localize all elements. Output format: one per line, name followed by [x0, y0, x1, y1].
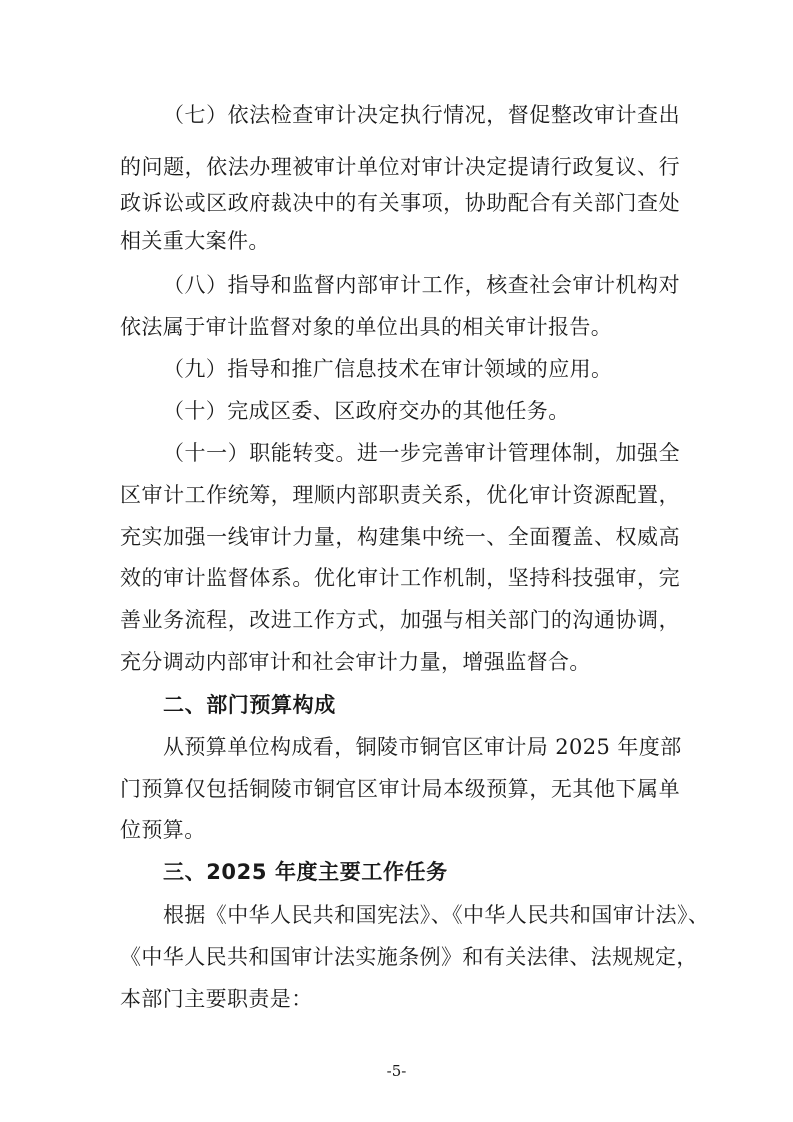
section-2-line-1: 从预算单位构成看，铜陵市铜官区审计局 2025 年度部 [163, 735, 682, 759]
paragraph-7-line-4: 相关重大案件。 [120, 229, 270, 253]
paragraph-8-line-2: 依法属于审计监督对象的单位出具的相关审计报告。 [120, 315, 613, 339]
page-number: -5- [386, 1062, 407, 1080]
paragraph-7-line-1: （七）依法检查审计决定执行情况，督促整改审计查出 [163, 103, 680, 127]
section-3-line-3: 本部门主要职责是： [120, 987, 313, 1011]
section-3-line-2: 《中华人民共和国审计法实施条例》和有关法律、法规规定， [120, 945, 698, 969]
section-2-heading: 二、部门预算构成 [163, 693, 336, 717]
paragraph-11-line-6: 充分调动内部审计和社会审计力量，增强监督合。 [120, 650, 591, 674]
section-3-heading: 三、2025 年度主要工作任务 [163, 860, 448, 884]
paragraph-7-line-2: 的问题，依法办理被审计单位对审计决定提请行政复议、行 [120, 155, 680, 179]
section-3-line-1: 根据《中华人民共和国宪法》、《中华人民共和国审计法》、 [163, 903, 710, 927]
paragraph-11-line-1: （十一）职能转变。进一步完善审计管理体制，加强全 [163, 441, 680, 465]
paragraph-11-line-5: 善业务流程，改进工作方式，加强与相关部门的沟通协调， [120, 608, 680, 632]
paragraph-10-line-1: （十）完成区委、区政府交办的其他任务。 [163, 399, 570, 423]
section-2-line-2: 门预算仅包括铜陵市铜官区审计局本级预算，无其他下属单 [120, 777, 680, 801]
paragraph-7-line-3: 政诉讼或区政府裁决中的有关事项，协助配合有关部门查处 [120, 191, 680, 215]
section-2-line-3: 位预算。 [120, 818, 206, 842]
paragraph-11-line-4: 效的审计监督体系。优化审计工作机制，坚持科技强审，完 [120, 566, 680, 590]
paragraph-11-line-2: 区审计工作统筹，理顺内部职责关系，优化审计资源配置， [120, 483, 680, 507]
paragraph-11-line-3: 充实加强一线审计力量，构建集中统一、全面覆盖、权威高 [120, 525, 680, 549]
paragraph-9-line-1: （九）指导和推广信息技术在审计领域的应用。 [163, 357, 613, 381]
paragraph-8-line-1: （八）指导和监督内部审计工作，核查社会审计机构对 [163, 273, 680, 297]
